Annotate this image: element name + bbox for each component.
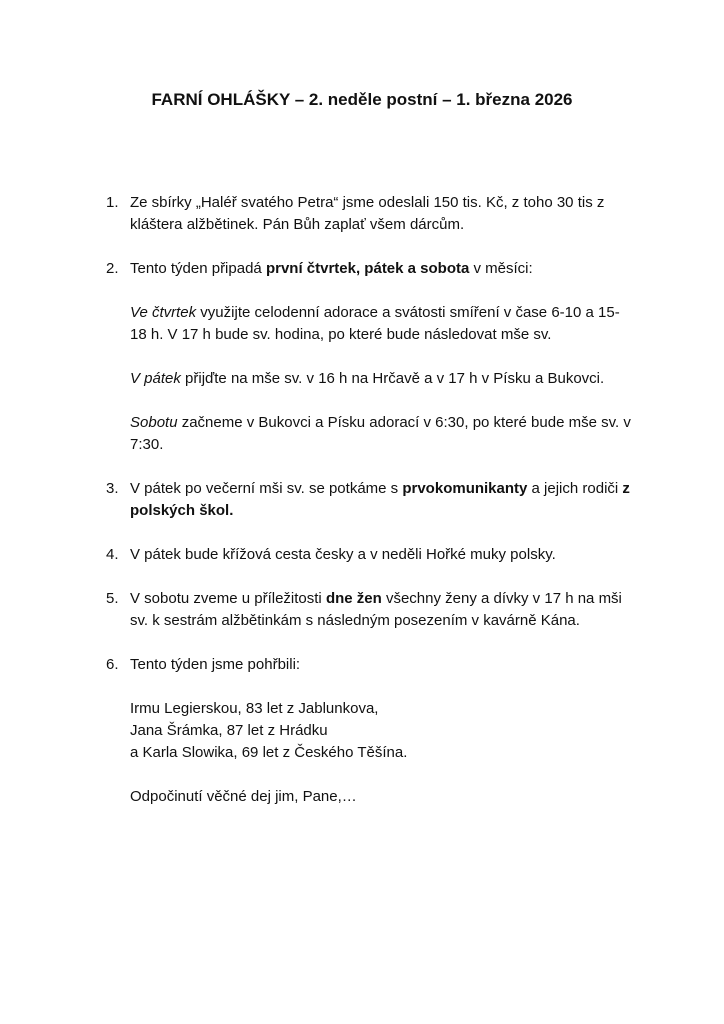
item-number: 6.: [106, 656, 119, 673]
saturday-paragraph: [130, 412, 636, 456]
item-text: Ze sbírky „Haléř svatého Petra“ jsme odeslali 150 tis. Kč, z toho 30 tis z kláštera alžbětinek. Pán Bůh zaplať všem dárcům.: [130, 194, 605, 233]
thursday-text: využijte celodenní adorace a svátosti smíření v čase 6-10 a 15-18 h. V 17 h bude sv. hodina, po které bude následovat mše sv.: [130, 304, 620, 343]
item-intro: Tento týden jsme pohřbili:: [130, 656, 301, 673]
text-part-end: všechny ženy a dívky v 17 h na mši sv. k sestrám alžbětinkám s následným posezením v kavárně Kána.: [130, 590, 622, 629]
item-number: 4.: [106, 546, 119, 563]
intro-text: Tento týden připadá: [130, 260, 266, 277]
text-bold: dne žen: [325, 590, 382, 607]
list-item: [106, 478, 636, 522]
text-bold: prvokomunikanty: [402, 480, 528, 497]
list-item: [106, 258, 636, 456]
thursday-paragraph: [130, 302, 636, 346]
deceased-name: Irmu Legierskou, 83 let z Jablunkova,: [130, 700, 379, 717]
thursday-label: Ve čtvrtek: [130, 304, 197, 321]
list-item: [106, 192, 636, 236]
list-item: [106, 544, 636, 566]
item-number: 1.: [106, 194, 119, 211]
item-text: [130, 478, 636, 522]
friday-label: V pátek: [130, 370, 181, 387]
intro-text-end: v měsíci:: [469, 260, 533, 277]
saturday-text: začneme v Bukovci a Písku adorací v 6:30, po které bude mše sv. v 7:30.: [130, 414, 631, 453]
item-number: 3.: [106, 480, 119, 497]
list-item: [106, 654, 636, 808]
text-part: V sobotu zveme u příležitosti: [130, 590, 326, 607]
page-title: FARNÍ OHLÁŠKY – 2. neděle postní – 1. března 2026: [151, 90, 573, 109]
item-intro: [130, 258, 636, 280]
deceased-name: a Karla Slowika, 69 let z Českého Těšína.: [130, 744, 408, 761]
prayer-text: Odpočinutí věčné dej jim, Pane,…: [130, 788, 357, 805]
announcement-list: [106, 192, 636, 830]
item-number: 2.: [106, 260, 119, 277]
friday-text: přijďte na mše sv. v 16 h na Hrčavě a v 17 h v Písku a Bukovci.: [180, 370, 605, 387]
deceased-list: [130, 698, 636, 764]
item-text: [130, 588, 636, 632]
item-text: V pátek bude křížová cesta česky a v neděli Hořké muky polsky.: [130, 546, 556, 563]
text-part-end: a jejich rodiči: [527, 480, 623, 497]
text-part: V pátek po večerní mši sv. se potkáme s: [130, 480, 403, 497]
list-item: [106, 588, 636, 632]
item-number: 5.: [106, 590, 119, 607]
deceased-name: Jana Šrámka, 87 let z Hrádku: [130, 722, 328, 739]
text-bold-end: z polských škol.: [130, 480, 630, 519]
saturday-label: Sobotu: [130, 414, 178, 431]
intro-bold: první čtvrtek, pátek a sobota: [265, 260, 470, 277]
friday-paragraph: [130, 368, 636, 390]
